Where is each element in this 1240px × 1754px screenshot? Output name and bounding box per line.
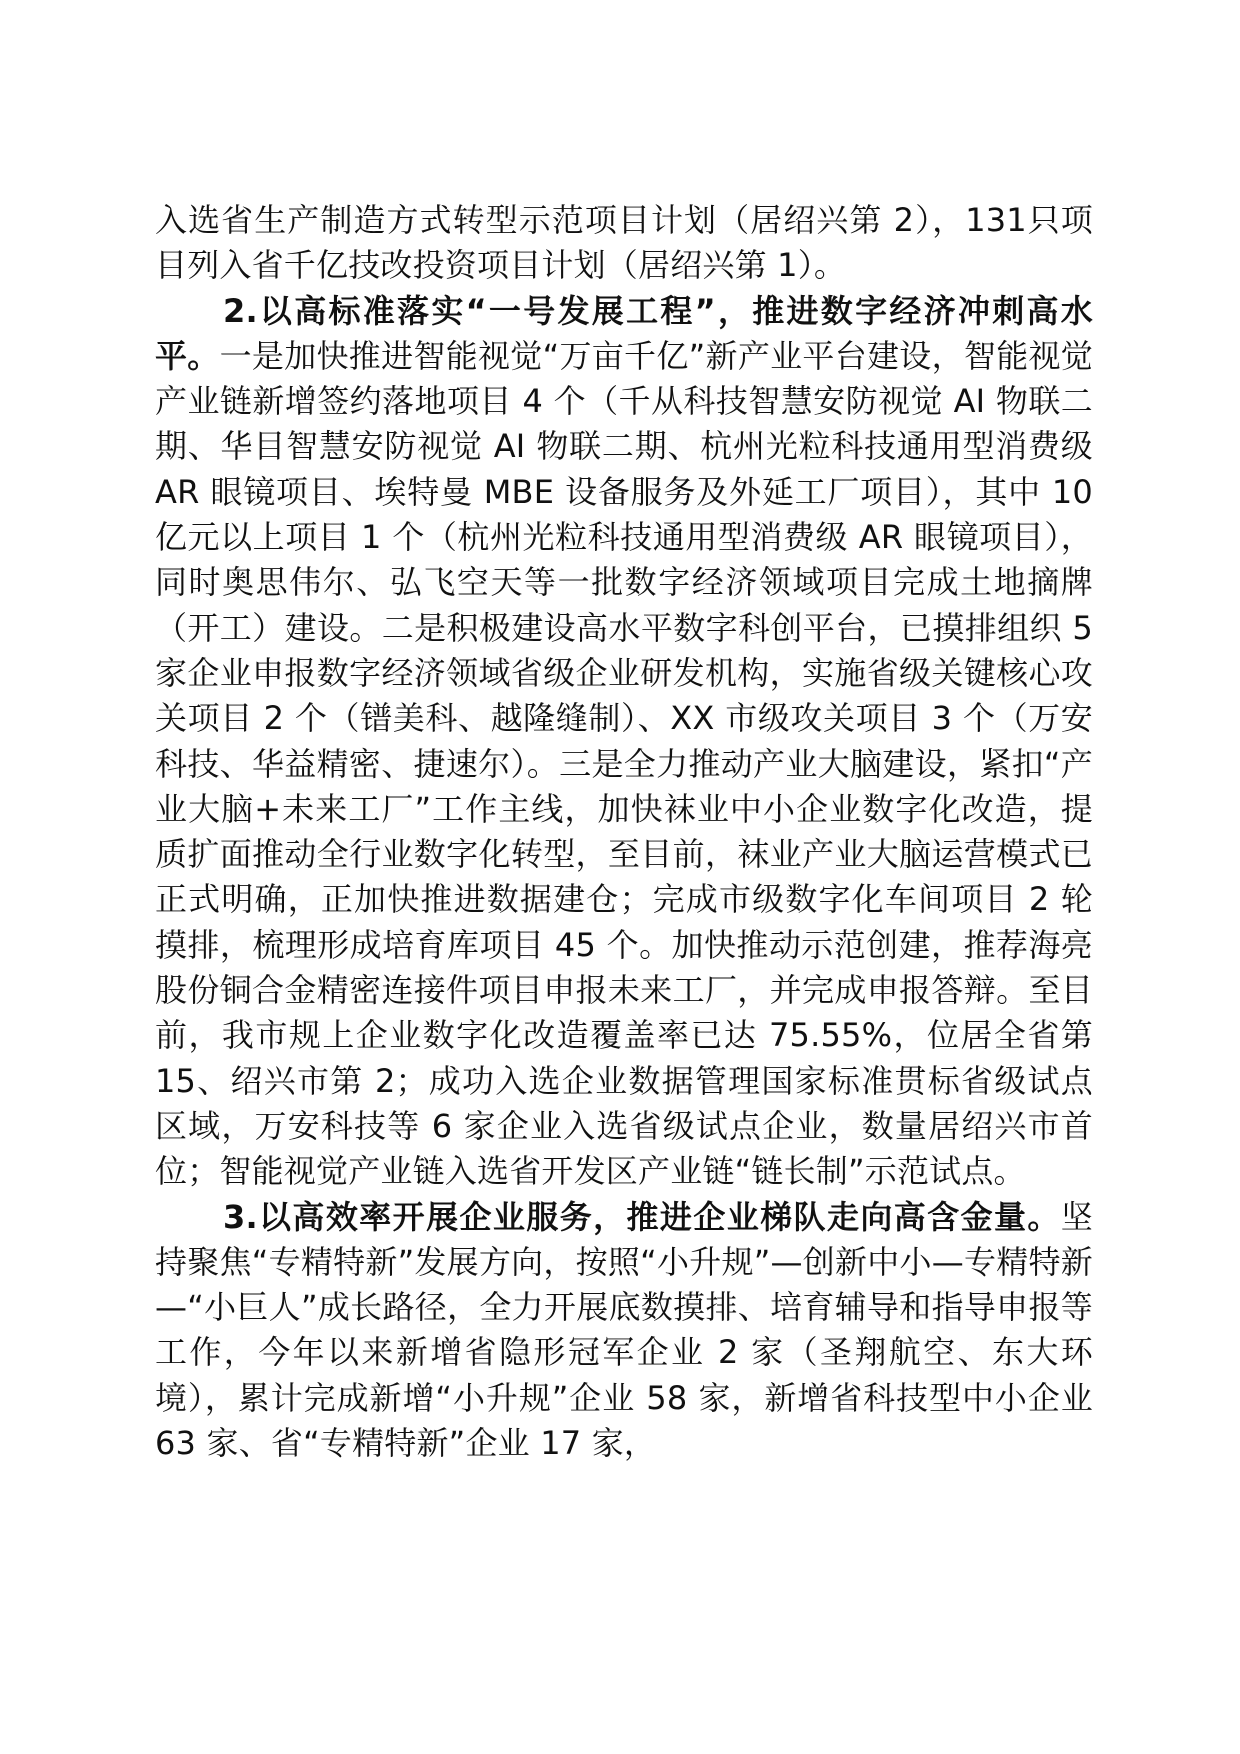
paragraph-3 [155, 1195, 1093, 1467]
paragraph-2-heading: 2.以高标准落实“一号发展工程”，推进数字经济冲刺高水平。 [155, 291, 1093, 375]
paragraph-3-heading: 3.以高效率开展企业服务，推进企业梯队走向高含金量。 [223, 1197, 1061, 1236]
paragraph-1 [155, 198, 1093, 289]
paragraph-2 [155, 289, 1093, 1195]
document-body [155, 198, 1093, 1466]
paragraph-1-body: 入选省生产制造方式转型示范项目计划（居绍兴第 2），131只项目列入省千亿技改投资项目计划（居绍兴第 1）。 [155, 201, 1093, 285]
paragraph-3-body: 坚持聚焦“专精特新”发展方向，按照“小升规”—创新中小—专精特新—“小巨人”成长路径，全力开展底数摸排、培育辅导和指导申报等工作，今年以来新增省隐形冠军企业 2 家（圣翔航空、东大环境），累计完成新增“小升规”企业 58 家，新增省科技型中小企业 63 家、省“专精特新”企业 17 家， [155, 1197, 1093, 1463]
paragraph-2-body: 一是加快推进智能视觉“万亩千亿”新产业平台建设，智能视觉产业链新增签约落地项目 4 个（千从科技智慧安防视觉 AI 物联二期、华目智慧安防视觉 AI 物联二期、杭州光粒科技通用型消费级 AR 眼镜项目、埃特曼 MBE 设备服务及外延工厂项目），其中 10 亿元以上项目 1 个（杭州光粒科技通用型消费级 AR 眼镜项目），同时奥思伟尔、弘飞空天等一批数字经济领域项目完成土地摘牌（开工）建设。二是积极建设高水平数字科创平台，已摸排组织 5 家企业申报数字经济领域省级企业研发机构，实施省级关键核心攻关项目 2 个（镨美科、越隆缝制）、XX 市级攻关项目 3 个（万安科技、华益精密、捷速尔）。三是全力推动产业大脑建设，紧扣“产业大脑+未来工厂”工作主线，加快袜业中小企业数字化改造，提质扩面推动全行业数字化转型，至目前，袜业产业大脑运营模式已正式明确，正加快推进数据建仓；完成市级数字化车间项目 2 轮摸排，梳理形成培育库项目 45 个。加快推动示范创建，推荐海亮股份铜合金精密连接件项目申报未来工厂，并完成申报答辩。至目前，我市规上企业数字化改造覆盖率已达 75.55%，位居全省第 15、绍兴市第 2；成功入选企业数据管理国家标准贯标省级试点区域，万安科技等 6 家企业入选省级试点企业，数量居绍兴市首位；智能视觉产业链入选省开发区产业链“链长制”示范试点。 [155, 336, 1094, 1191]
